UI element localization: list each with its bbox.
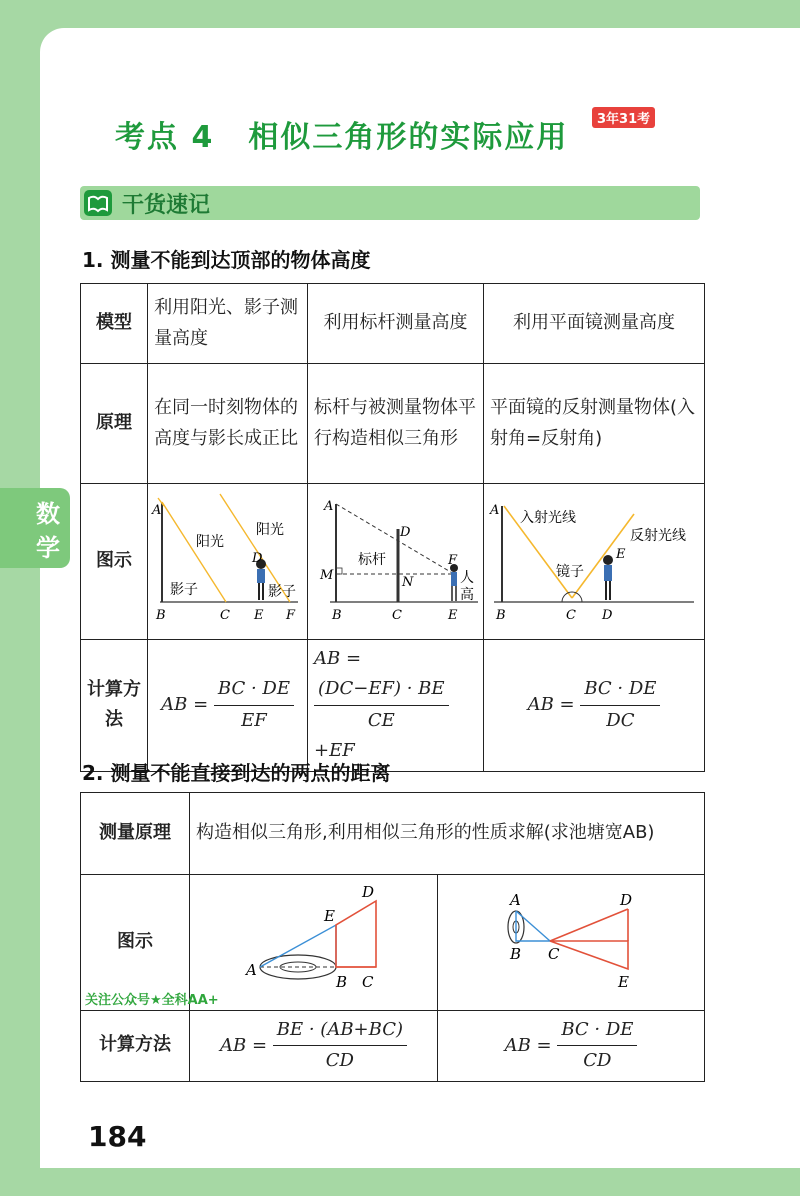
banner-label: 干货速记 [122,193,211,218]
svg-text:F: F [448,553,458,568]
svg-text:M: M [320,568,334,583]
table-row [81,484,705,640]
formula-cell: AB = $\frac{BE \cdot (AB+BC)}{CD}$ [190,1010,438,1081]
table-row [81,364,705,484]
svg-text:D: D [362,883,375,901]
svg-text:C: C [362,973,374,991]
svg-text:C: C [392,608,402,623]
section1-heading: 1. 测量不能到达顶部的物体高度 [82,248,371,272]
model-cell: 利用平面镜测量高度 [484,284,705,364]
principle-cell: 在同一时刻物体的高度与影长成正比 [148,364,308,484]
svg-text:D: D [252,551,263,566]
row-label: 测量原理 [81,793,190,875]
mirror-diagram [484,484,703,628]
watermark: 关注公众号★全科AA+ [85,993,219,1008]
fraction: $\frac{BC \cdot DE}{EF}$ [214,674,294,736]
svg-text:C: C [220,608,231,623]
svg-text:镜子: 镜子 [556,564,584,580]
sunlight-diagram [148,484,306,628]
svg-text:人: 人 [460,570,475,586]
svg-text:A: A [246,961,257,979]
pole-diagram [308,484,482,628]
diagram-cell [438,875,705,1011]
svg-text:A: A [510,891,521,909]
svg-text:D: D [620,891,633,909]
svg-text:E: E [618,973,629,991]
pond-diagram-right [438,875,703,999]
svg-text:影子: 影子 [268,584,297,600]
svg-text:D: D [602,608,613,623]
row-label: 图示 [81,875,190,1011]
model-cell: 利用阳光、影子测量高度 [148,284,308,364]
exam-count-badge: 3年31考 [592,107,655,128]
height-measure-table [80,283,705,772]
fraction: $\frac{(DC-EF) \cdot BE}{CE}$ [314,674,449,736]
page-title: 考点 4 相似三角形的实际应用 [115,120,569,155]
svg-text:入射光线: 入射光线 [520,510,576,526]
row-label: 模型 [81,284,148,364]
svg-text:B: B [336,973,348,991]
svg-text:A: A [152,503,162,518]
formula-cell: AB = $\frac{BC \cdot DE}{DC}$ [484,639,705,771]
svg-text:C: C [566,608,576,623]
svg-text:A: A [490,503,500,518]
svg-text:E: E [324,907,335,925]
svg-text:F: F [286,608,296,623]
svg-text:D: D [400,525,411,540]
svg-text:影子: 影子 [170,582,199,598]
principle-cell: 标杆与被测量物体平行构造相似三角形 [308,364,484,484]
diagram-cell [484,484,705,640]
svg-text:B: B [332,608,342,623]
principle-cell: 构造相似三角形,利用相似三角形的性质求解(求池塘宽AB) [190,793,705,875]
svg-text:E: E [254,608,264,623]
row-label: 计算方法 [81,639,148,771]
svg-text:高: 高 [460,587,475,603]
svg-text:标杆: 标杆 [358,552,387,568]
table-row [81,639,705,771]
svg-text:阳光: 阳光 [196,534,225,550]
svg-text:B: B [156,608,166,623]
diagram-cell [308,484,484,640]
formula-cell: AB = $\frac{BC \cdot DE}{EF}$ [148,639,308,771]
pond-diagram-left [190,875,436,999]
diagram-cell [148,484,308,640]
distance-measure-table [80,792,705,1082]
table-row [81,793,705,875]
book-icon [84,190,112,216]
svg-text:E: E [448,608,458,623]
row-label: 原理 [81,364,148,484]
formula-cell: AB = $\frac{BC \cdot DE}{CD}$ [438,1010,705,1081]
svg-text:B: B [510,945,522,963]
row-label: 计算方法 [81,1010,190,1081]
diagram-cell [190,875,438,1011]
svg-text:阳光: 阳光 [256,522,285,538]
fraction: $\frac{BE \cdot (AB+BC)}{CD}$ [273,1015,407,1077]
subject-tab: 数 学 [0,488,70,568]
svg-text:N: N [402,575,414,590]
svg-text:C: C [548,945,560,963]
principle-cell: 平面镜的反射测量物体(入射角=反射角) [484,364,705,484]
svg-text:E: E [616,547,626,562]
svg-text:反射光线: 反射光线 [630,528,686,544]
page-number: 184 [88,1120,147,1153]
model-cell: 利用标杆测量高度 [308,284,484,364]
table-row [81,1010,705,1081]
fraction: $\frac{BC \cdot DE}{CD}$ [557,1015,637,1077]
formula-cell: AB = $\frac{(DC-EF) \cdot BE}{CE}$ +EF [308,639,484,771]
row-label: 图示 [81,484,148,640]
fraction: $\frac{BC \cdot DE}{DC}$ [580,674,660,736]
svg-text:B: B [496,608,506,623]
svg-text:A: A [324,499,334,514]
section2-heading: 2. 测量不能直接到达的两点的距离 [82,761,391,785]
table-row [81,284,705,364]
